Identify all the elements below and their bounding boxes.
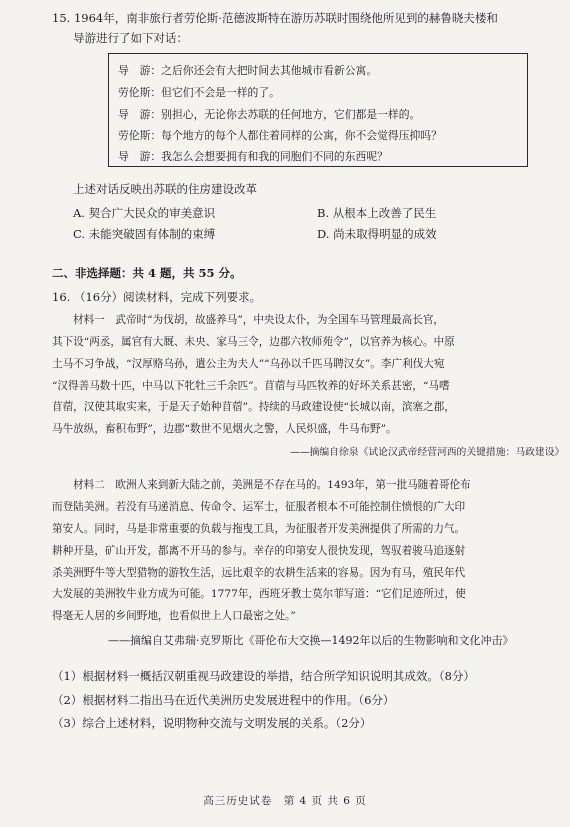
material-2-line: 杀美洲野牛等大型猎物的游牧生活，远比艰辛的农耕生活来的容易。因为有马，殖民年代 (52, 567, 466, 579)
question-15-stem-line2: 导游进行了如下对话： (73, 31, 188, 45)
option-b: B. 从根本上改善了民生 (317, 206, 437, 220)
dialog-line: 劳伦斯：每个地方的每个人都住着同样的公寓，你不会觉得压抑吗？ (118, 129, 442, 142)
dialog-line: 导 游：别担心，无论你去苏联的任何地方，它们都是一样的。 (118, 108, 421, 121)
material-2-line: 得毫无人居的乡间野地，也看似世上人口最密之处。” (52, 610, 296, 622)
material-2-line: 大发展的美洲牧牛业方成为可能。1777年，西班牙教士莫尔菲写道：“它们足迹所过，使 (52, 588, 466, 600)
question-15-prompt: 上述对话反映出苏联的住房建设改革 (73, 182, 257, 196)
material-1-line: 材料一 武帝时“为伐胡，故盛养马”，中央设太仆，为全国车马管理最高长官， (73, 314, 445, 326)
material-2-line: 而登陆美洲。若没有马递消息、传命令、运军士，征服者根本不可能控制住愤恨的广大印 (52, 501, 466, 513)
material-1-line: 马牛放纵，畜积布野”，边郡“数世不见烟火之警，人民炽盛，牛马布野”。 (52, 423, 397, 435)
question-15-stem-line1: 15. 1964年，南非旅行者劳伦斯·范德波斯特在游历苏联时围绕他所见到的赫鲁晓夫楼和 (52, 11, 498, 25)
option-d: D. 尚未取得明显的成效 (317, 227, 437, 241)
material-2-line: 材料二 欧洲人来到新大陆之前，美洲是不存在马的。1493年，第一批马随着哥伦布 (73, 479, 471, 491)
material-1-source: ——摘编自徐泉《试论汉武帝经营河西的关键措施：马政建设》 (290, 447, 565, 458)
subquestion-1: （1）根据材料一概括汉朝重视马政建设的举措，结合所学知识说明其成效。（8分） (52, 669, 475, 683)
page-footer: 高三历史试卷 第 4 页 共 6 页 (203, 795, 367, 807)
dialog-line: 劳伦斯：但它们不会是一样的了。 (118, 86, 280, 99)
material-1-line: 其下设“两丞，属官有大厩、未央、家马三令，边郡六牧师苑令”，以官养为核心。中原 (52, 336, 455, 348)
subquestion-3: （3）综合上述材料，说明物种交流与文明发展的关系。（2分） (52, 716, 372, 730)
dialog-line: 导 游：之后你还会有大把时间去其他城市看新公寓。 (118, 64, 378, 77)
question-16-title: 16. （16分）阅读材料，完成下列要求。 (52, 290, 262, 304)
material-1-line: 土马不习争战，“汉厚赂乌孙，遣公主为夫人”“乌孙以千匹马聘汉女”。李广利伐大宛 (52, 358, 445, 370)
material-2-line: 第安人。同时，马是非常重要的负载与拖曳工具，为征服者开发美洲提供了所需的力气。 (52, 523, 466, 535)
option-c: C. 未能突破固有体制的束缚 (73, 227, 216, 241)
section-title: 二、非选择题：共 4 题，共 55 分。 (52, 266, 242, 280)
material-1-line: “汉得善马数十匹，中马以下牝牡三千余匹”。苜蓿与马匹牧养的好坏关系甚密，“马嗜 (52, 380, 450, 392)
material-2-source: ——摘编自艾弗瑞·克罗斯比《哥伦布大交换—1492年以后的生物影响和文化冲击》 (108, 634, 514, 647)
option-a: A. 契合广大民众的审美意识 (73, 206, 216, 220)
material-1-line: 苜蓿，汉使其取实来，于是天子始种苜蓿”。持续的马政建设使“长城以南，滨塞之郡， (52, 401, 455, 413)
material-2-line: 耕种开垦，矿山开发，都离不开马的参与。幸存的印第安人很快发现，驾驭着骏马追逐射 (52, 545, 466, 557)
dialog-line: 导 游：我怎么会想要拥有和我的同胞们不同的东西呢？ (118, 150, 388, 163)
subquestion-2: （2）根据材料二指出马在近代美洲历史发展进程中的作用。（6分） (52, 693, 395, 707)
